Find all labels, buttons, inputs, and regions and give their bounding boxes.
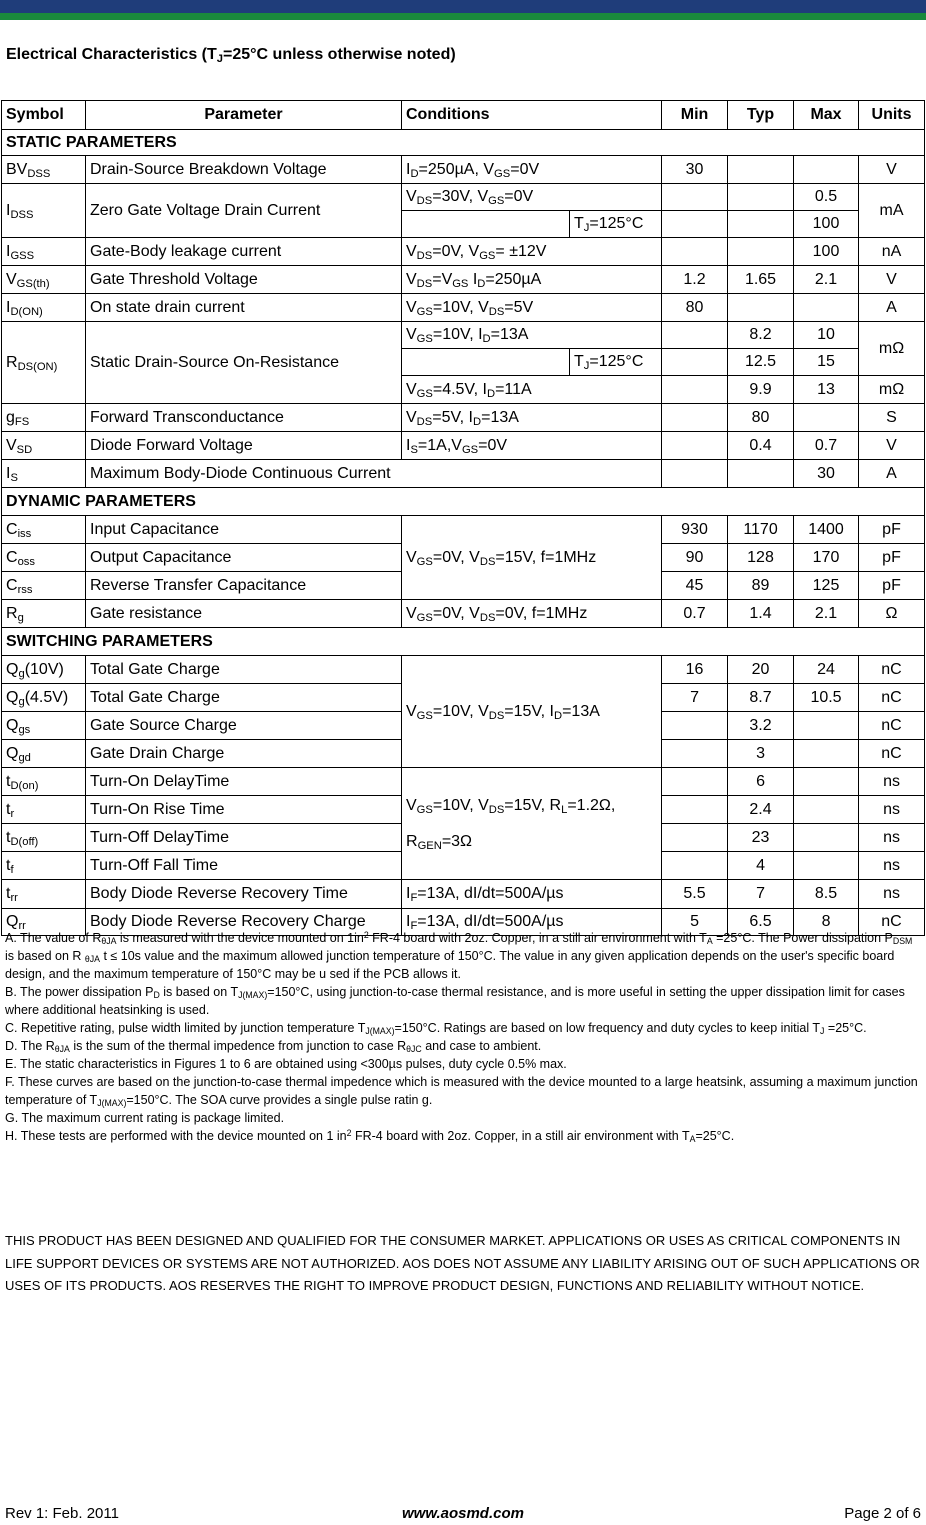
typ-value: 6.5: [728, 909, 794, 936]
parameter: Input Capacitance: [86, 516, 402, 544]
table-row: [2, 238, 925, 266]
max-value: [794, 156, 859, 184]
typ-value: [728, 238, 794, 266]
typ-value: 4: [728, 852, 794, 880]
max-value: [794, 712, 859, 740]
parameter: Gate resistance: [86, 600, 402, 628]
min-value: 30: [662, 156, 728, 184]
conditions: $V_{GS}=0V$, $V_{DS}=15V$, f=1MHz: [402, 516, 662, 600]
symbol: $t_{D(off)}$: [2, 824, 86, 852]
max-value: [794, 294, 859, 322]
conditions: $I_S=1A,V_{GS}=0V$: [402, 432, 662, 460]
electrical-characteristics-table: [1, 100, 925, 936]
max-value: [794, 824, 859, 852]
typ-value: [728, 460, 794, 488]
parameter: Turn-On Rise Time: [86, 796, 402, 824]
section-row: [2, 628, 925, 656]
col-typ: Typ: [728, 101, 794, 130]
unit: V: [859, 156, 925, 184]
max-value: 8: [794, 909, 859, 936]
typ-value: [728, 156, 794, 184]
max-value: 100: [794, 211, 859, 238]
max-value: 170: [794, 544, 859, 572]
parameter: Output Capacitance: [86, 544, 402, 572]
conditions: $V_{GS}=10V$, $V_{DS}=15V$, $I_D=13A$: [402, 656, 662, 768]
unit: nC: [859, 909, 925, 936]
conditions: $V_{DS}=V_{GS}$ $I_D=250\mu A$: [402, 266, 662, 294]
unit: mΩ: [859, 322, 925, 376]
col-symbol: Symbol: [2, 101, 86, 130]
table-row: [2, 600, 925, 628]
min-value: [662, 211, 728, 238]
parameter: Body Diode Reverse Recovery Charge: [86, 909, 402, 936]
max-value: 10: [794, 322, 859, 349]
min-value: 0.7: [662, 600, 728, 628]
parameter: Gate Threshold Voltage: [86, 266, 402, 294]
unit: nC: [859, 656, 925, 684]
symbol: $t_r$: [2, 796, 86, 824]
typ-value: 8.2: [728, 322, 794, 349]
symbol: $I_S$: [2, 460, 86, 488]
table-row: [2, 432, 925, 460]
min-value: 80: [662, 294, 728, 322]
typ-value: 80: [728, 404, 794, 432]
note-d: D. The $R_{\theta JA}$ is the sum of the thermal impedence from junction to case $R_{\theta JC}$ and case to ambient.: [5, 1039, 542, 1055]
table-row: [2, 460, 925, 488]
max-value: 13: [794, 376, 859, 404]
parameter: Maximum Body-Diode Continuous Current: [86, 460, 662, 488]
typ-value: 128: [728, 544, 794, 572]
unit: nA: [859, 238, 925, 266]
min-value: [662, 349, 728, 376]
min-value: 5: [662, 909, 728, 936]
symbol: $g_{FS}$: [2, 404, 86, 432]
typ-value: 3: [728, 740, 794, 768]
typ-value: 1170: [728, 516, 794, 544]
note-c: C. Repetitive rating, pulse width limited by junction temperature $T_{J(MAX)}=150^\circ C$. Ratings are based on low frequency and duty cycles to keep initial $T_J =25^\circ C$.: [5, 1021, 867, 1037]
note-a: A. The value of $R_{\theta JA}$ is measured with the device mounted on $1in^2$ FR-4 board with 2oz. Copper, in a still air environment with $T_A =25^\circ C$. The Power dissipation $P_{DSM}$ is based on R $_{\theta JA}$ t ≤ 10s value and the maximum allowed junction temperature of 150°C. The value in any given application depends on the user's specific board design, and the maximum temperature of 150°C may be u sed if the PCB allows it.: [5, 930, 913, 981]
symbol: $Q_{gd}$: [2, 740, 86, 768]
max-value: 1400: [794, 516, 859, 544]
unit: ns: [859, 852, 925, 880]
min-value: 7: [662, 684, 728, 712]
symbol: $V_{GS(th)}$: [2, 266, 86, 294]
note-h: H. These tests are performed with the device mounted on 1 $in^2$ FR-4 board with 2oz. Copper, in a still air environment with $T_A=25^\circ C$.: [5, 1128, 735, 1145]
typ-value: [728, 211, 794, 238]
conditions: $V_{GS}=4.5V$, $I_D=11A$: [402, 376, 662, 404]
min-value: 90: [662, 544, 728, 572]
unit: ns: [859, 768, 925, 796]
max-value: 2.1: [794, 600, 859, 628]
max-value: 0.5: [794, 184, 859, 211]
conditions: $V_{GS}=10V$, $V_{DS}=5V$: [402, 294, 662, 322]
parameter: Gate Source Charge: [86, 712, 402, 740]
min-value: [662, 322, 728, 349]
section-static: STATIC PARAMETERS: [2, 130, 925, 156]
symbol: $C_{oss}$: [2, 544, 86, 572]
note-g: G. The maximum current rating is package limited.: [5, 1111, 285, 1125]
conditions: $I_D=250\mu A$, $V_{GS}=0V$: [402, 156, 662, 184]
table-row: [2, 404, 925, 432]
footer-revision: Rev 1: Feb. 2011: [5, 1505, 119, 1522]
section-row: [2, 488, 925, 516]
min-value: [662, 768, 728, 796]
min-value: 45: [662, 572, 728, 600]
symbol: $I_{D(ON)}$: [2, 294, 86, 322]
typ-value: 23: [728, 824, 794, 852]
conditions: $I_F=13A$, dI/dt=500A/µs: [402, 880, 662, 909]
typ-value: 1.65: [728, 266, 794, 294]
symbol: $R_{DS(ON)}$: [2, 322, 86, 404]
unit: nC: [859, 684, 925, 712]
table-row: [2, 266, 925, 294]
parameter: Zero Gate Voltage Drain Current: [86, 184, 402, 238]
table-row: [2, 184, 925, 211]
max-value: 30: [794, 460, 859, 488]
parameter: Turn-On DelayTime: [86, 768, 402, 796]
parameter: Gate Drain Charge: [86, 740, 402, 768]
col-parameter: Parameter: [86, 101, 402, 130]
min-value: 5.5: [662, 880, 728, 909]
unit: ns: [859, 796, 925, 824]
typ-value: 89: [728, 572, 794, 600]
symbol: $t_{rr}$: [2, 880, 86, 909]
unit: V: [859, 432, 925, 460]
min-value: [662, 184, 728, 211]
disclaimer: THIS PRODUCT HAS BEEN DESIGNED AND QUALIFIED FOR THE CONSUMER MARKET. APPLICATIONS OR USES AS CRITICAL COMPONENTS IN LIFE SUPPORT DEVICES OR SYSTEMS ARE NOT AUTHORIZED. AOS DOES NOT ASSUME ANY LIABILITY ARISING OUT OF SUCH APPLICATIONS OR USES OF ITS PRODUCTS. AOS RESERVES THE RIGHT TO IMPROVE PRODUCT DESIGN, FUNCTIONS AND RELIABILITY WITHOUT NOTICE.: [5, 1233, 920, 1293]
min-value: [662, 432, 728, 460]
max-value: 2.1: [794, 266, 859, 294]
note-e: E. The static characteristics in Figures 1 to 6 are obtained using <300µs pulses, duty cycle 0.5% max.: [5, 1057, 567, 1071]
unit: mΩ: [859, 376, 925, 404]
conditions: $V_{DS}=0V$, $V_{GS}= \pm 12V$: [402, 238, 662, 266]
note-f: F. These curves are based on the junction-to-case thermal impedence which is measured with the device mounted to a large heatsink, assuming a maximum junction temperature of $T_{J(MAX)}=150^\circ C$. The SOA curve provides a single pulse ratin g.: [5, 1075, 918, 1109]
col-conditions: Conditions: [402, 101, 662, 130]
col-units: Units: [859, 101, 925, 130]
max-value: [794, 740, 859, 768]
table-row: [2, 294, 925, 322]
unit: A: [859, 294, 925, 322]
symbol: $C_{iss}$: [2, 516, 86, 544]
min-value: [662, 712, 728, 740]
min-value: [662, 238, 728, 266]
max-value: [794, 404, 859, 432]
unit: nC: [859, 712, 925, 740]
symbol: $t_{D(on)}$: [2, 768, 86, 796]
table-row: [2, 768, 925, 796]
page-title: Electrical Characteristics ($T_J=25^\circ C$ unless otherwise noted): [6, 46, 456, 65]
symbol: $t_f$: [2, 852, 86, 880]
conditions: $V_{GS}=10V$, $I_D=13A$: [402, 322, 662, 349]
parameter: Reverse Transfer Capacitance: [86, 572, 402, 600]
min-value: [662, 376, 728, 404]
col-max: Max: [794, 101, 859, 130]
parameter: Drain-Source Breakdown Voltage: [86, 156, 402, 184]
footer-page-number: Page 2 of 6: [844, 1505, 921, 1522]
unit: ns: [859, 824, 925, 852]
unit: nC: [859, 740, 925, 768]
table-row: [2, 156, 925, 184]
table-row: [2, 880, 925, 909]
min-value: [662, 796, 728, 824]
symbol: $R_g$: [2, 600, 86, 628]
symbol: $I_{GSS}$: [2, 238, 86, 266]
typ-value: 3.2: [728, 712, 794, 740]
parameter: Gate-Body leakage current: [86, 238, 402, 266]
table-row: [2, 322, 925, 349]
table-row: [2, 516, 925, 544]
max-value: [794, 796, 859, 824]
conditions-spacer: [402, 349, 570, 376]
conditions-temp: $T_J=125^\circ C$: [570, 349, 662, 376]
table-header-row: [2, 101, 925, 130]
conditions: $I_F=13A$, dI/dt=500A/µs: [402, 909, 662, 936]
section-switching: SWITCHING PARAMETERS: [2, 628, 925, 656]
typ-value: 9.9: [728, 376, 794, 404]
symbol: $Q_g(4.5V)$: [2, 684, 86, 712]
typ-value: 20: [728, 656, 794, 684]
symbol: $C_{rss}$: [2, 572, 86, 600]
unit: V: [859, 266, 925, 294]
conditions: $V_{GS}=10V$, $V_{DS}=15V$, $R_L=1.2\Omega$, $R_{GEN}=3\Omega$: [402, 768, 662, 880]
unit: pF: [859, 516, 925, 544]
conditions-temp: $T_J=125^\circ C$: [570, 211, 662, 238]
max-value: [794, 852, 859, 880]
parameter: Static Drain-Source On-Resistance: [86, 322, 402, 404]
col-min: Min: [662, 101, 728, 130]
unit: A: [859, 460, 925, 488]
footer-website-link[interactable]: www.aosmd.com: [402, 1505, 524, 1522]
max-value: 125: [794, 572, 859, 600]
max-value: 15: [794, 349, 859, 376]
max-value: 100: [794, 238, 859, 266]
min-value: 16: [662, 656, 728, 684]
conditions: $V_{DS}=5V$, $I_D=13A$: [402, 404, 662, 432]
parameter: Diode Forward Voltage: [86, 432, 402, 460]
unit: mA: [859, 184, 925, 238]
max-value: 0.7: [794, 432, 859, 460]
symbol: $V_{SD}$: [2, 432, 86, 460]
typ-value: 1.4: [728, 600, 794, 628]
parameter: Turn-Off DelayTime: [86, 824, 402, 852]
table-row: [2, 656, 925, 684]
header-band-blue: [0, 0, 926, 13]
typ-value: 2.4: [728, 796, 794, 824]
typ-value: 7: [728, 880, 794, 909]
unit: ns: [859, 880, 925, 909]
section-row: [2, 130, 925, 156]
min-value: [662, 852, 728, 880]
typ-value: 8.7: [728, 684, 794, 712]
symbol: $BV_{DSS}$: [2, 156, 86, 184]
typ-value: 0.4: [728, 432, 794, 460]
unit: pF: [859, 544, 925, 572]
parameter: Body Diode Reverse Recovery Time: [86, 880, 402, 909]
conditions-spacer: [402, 211, 570, 238]
min-value: 1.2: [662, 266, 728, 294]
max-value: 24: [794, 656, 859, 684]
parameter: Total Gate Charge: [86, 656, 402, 684]
conditions: $V_{GS}=0V$, $V_{DS}=0V$, f=1MHz: [402, 600, 662, 628]
footnotes: [5, 929, 920, 1145]
header-band-green: [0, 13, 926, 20]
unit: S: [859, 404, 925, 432]
symbol: $I_{DSS}$: [2, 184, 86, 238]
symbol: $Q_{rr}$: [2, 909, 86, 936]
max-value: 8.5: [794, 880, 859, 909]
unit: pF: [859, 572, 925, 600]
min-value: [662, 824, 728, 852]
unit: Ω: [859, 600, 925, 628]
min-value: 930: [662, 516, 728, 544]
parameter: Total Gate Charge: [86, 684, 402, 712]
min-value: [662, 460, 728, 488]
typ-value: 12.5: [728, 349, 794, 376]
typ-value: [728, 294, 794, 322]
parameter: On state drain current: [86, 294, 402, 322]
conditions: $V_{DS}=30V$, $V_{GS}=0V$: [402, 184, 662, 211]
symbol: $Q_g(10V)$: [2, 656, 86, 684]
typ-value: [728, 184, 794, 211]
max-value: 10.5: [794, 684, 859, 712]
symbol: $Q_{gs}$: [2, 712, 86, 740]
min-value: [662, 404, 728, 432]
parameter: Turn-Off Fall Time: [86, 852, 402, 880]
typ-value: 6: [728, 768, 794, 796]
max-value: [794, 768, 859, 796]
parameter: Forward Transconductance: [86, 404, 402, 432]
section-dynamic: DYNAMIC PARAMETERS: [2, 488, 925, 516]
note-b: B. The power dissipation $P_D$ is based on $T_{J(MAX)}=150^\circ C$, using junction-to-case thermal resistance, and is more useful in setting the upper dissipation limit for cases where additional heatsinking is used.: [5, 985, 905, 1017]
min-value: [662, 740, 728, 768]
